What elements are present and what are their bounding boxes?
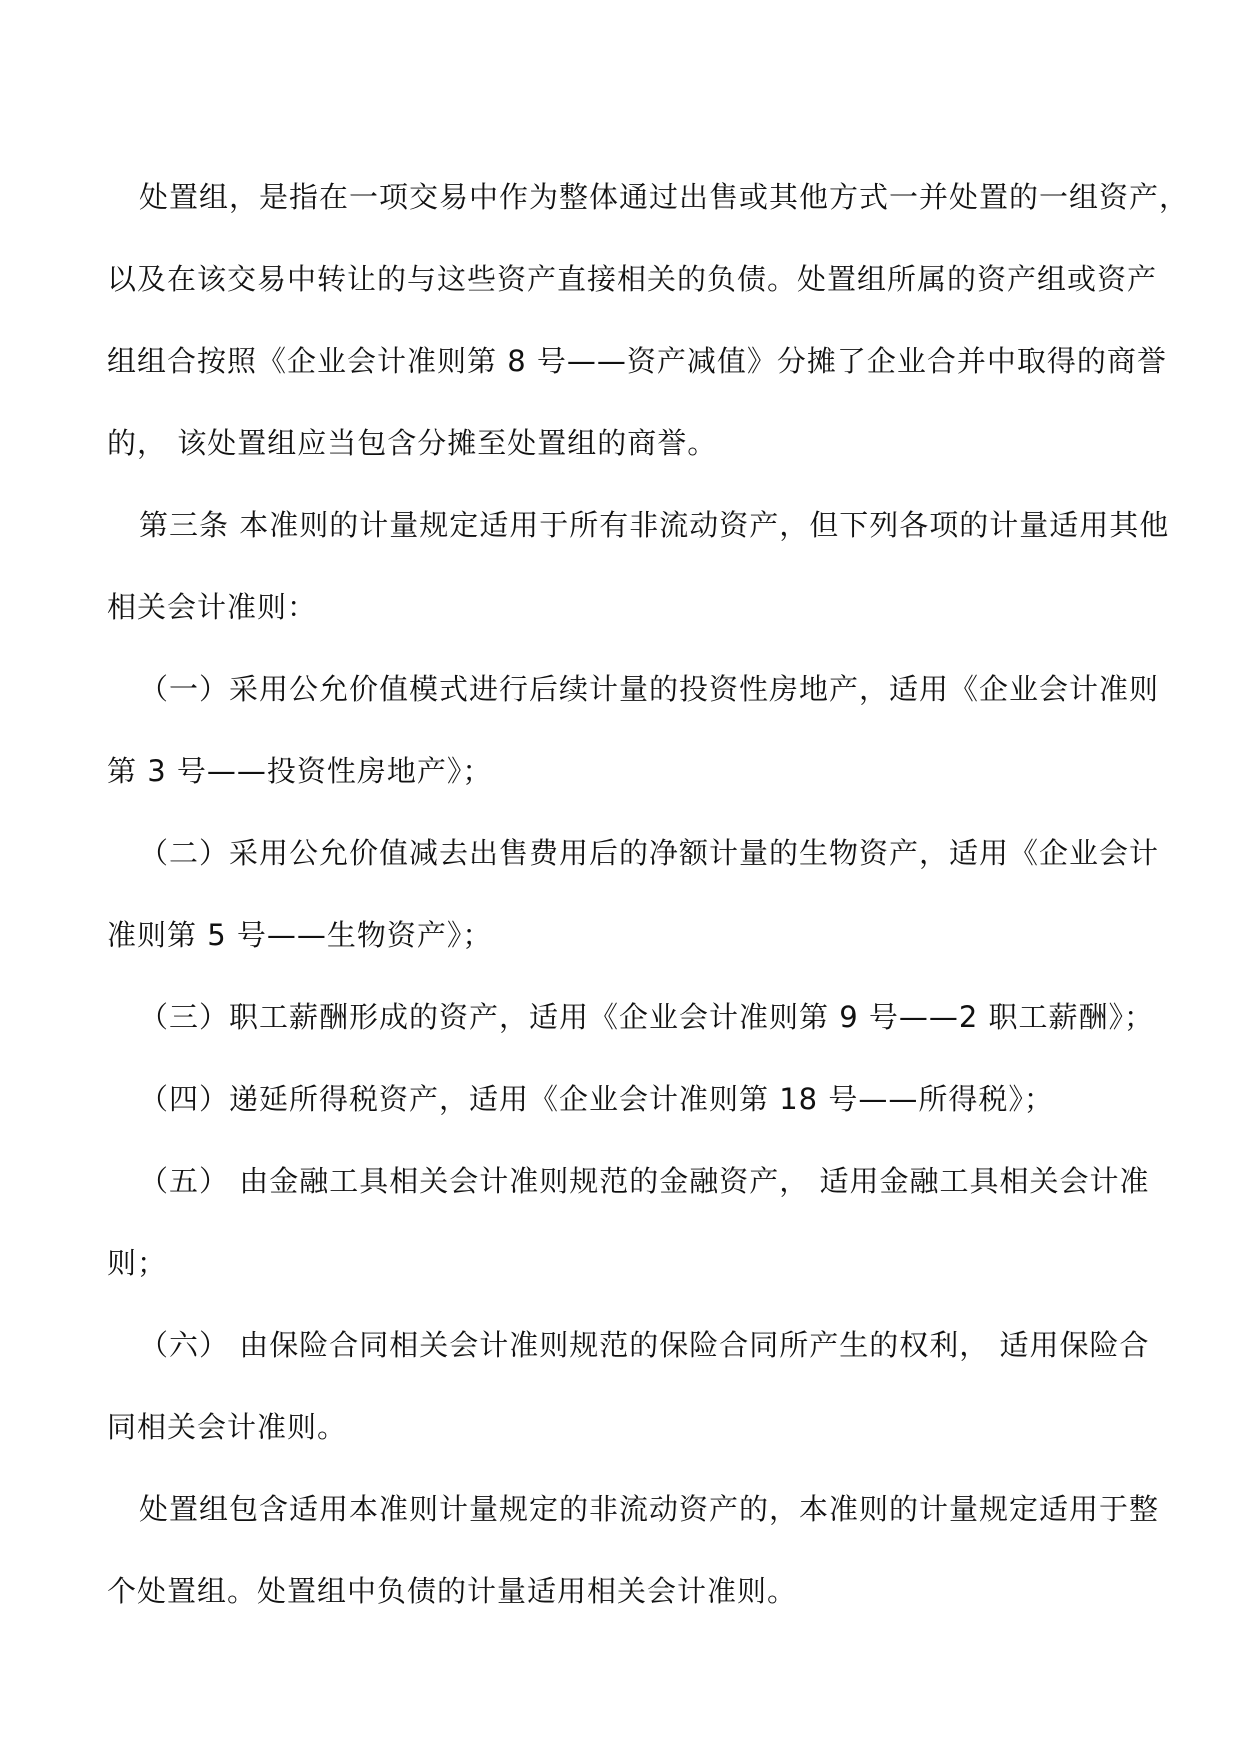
document-body <box>107 156 1190 1632</box>
paragraph-line: 组组合按照《企业会计准则第 8 号——资产减值》分摊了企业合并中取得的商誉 <box>107 344 1167 378</box>
paragraph-line: 相关会计准则： <box>107 590 318 624</box>
paragraph-line: 同相关会计准则。 <box>107 1410 348 1444</box>
list-item-line: （四）递延所得税资产，适用《企业会计准则第 18 号——所得税》； <box>139 1082 1054 1116</box>
paragraph-line: 个处置组。处置组中负债的计量适用相关会计准则。 <box>107 1574 798 1608</box>
list-item-line: （二）采用公允价值减去出售费用后的净额计量的生物资产，适用《企业会计 <box>139 836 1160 870</box>
paragraph-line: 处置组，是指在一项交易中作为整体通过出售或其他方式一并处置的一组资产， <box>139 180 1190 214</box>
paragraph-line: 以及在该交易中转让的与这些资产直接相关的负债。处置组所属的资产组或资产 <box>107 262 1158 296</box>
article-heading-line: 第三条 本准则的计量规定适用于所有非流动资产，但下列各项的计量适用其他 <box>139 508 1170 542</box>
paragraph-line: 的， 该处置组应当包含分摊至处置组的商誉。 <box>107 426 718 460</box>
list-item-line: （三）职工薪酬形成的资产，适用《企业会计准则第 9 号——2 职工薪酬》； <box>139 1000 1155 1034</box>
list-item-line: （六） 由保险合同相关会计准则规范的保险合同所产生的权利， 适用保险合 <box>139 1328 1150 1362</box>
paragraph-line: 处置组包含适用本准则计量规定的非流动资产的，本准则的计量规定适用于整 <box>139 1492 1160 1526</box>
list-item-line: （一）采用公允价值模式进行后续计量的投资性房地产，适用《企业会计准则 <box>139 672 1160 706</box>
paragraph-line: 第 3 号——投资性房地产》； <box>107 754 493 788</box>
paragraph-line: 则； <box>107 1246 168 1280</box>
list-item-line: （五） 由金融工具相关会计准则规范的金融资产， 适用金融工具相关会计准 <box>139 1164 1150 1198</box>
paragraph-line: 准则第 5 号——生物资产》； <box>107 918 493 952</box>
